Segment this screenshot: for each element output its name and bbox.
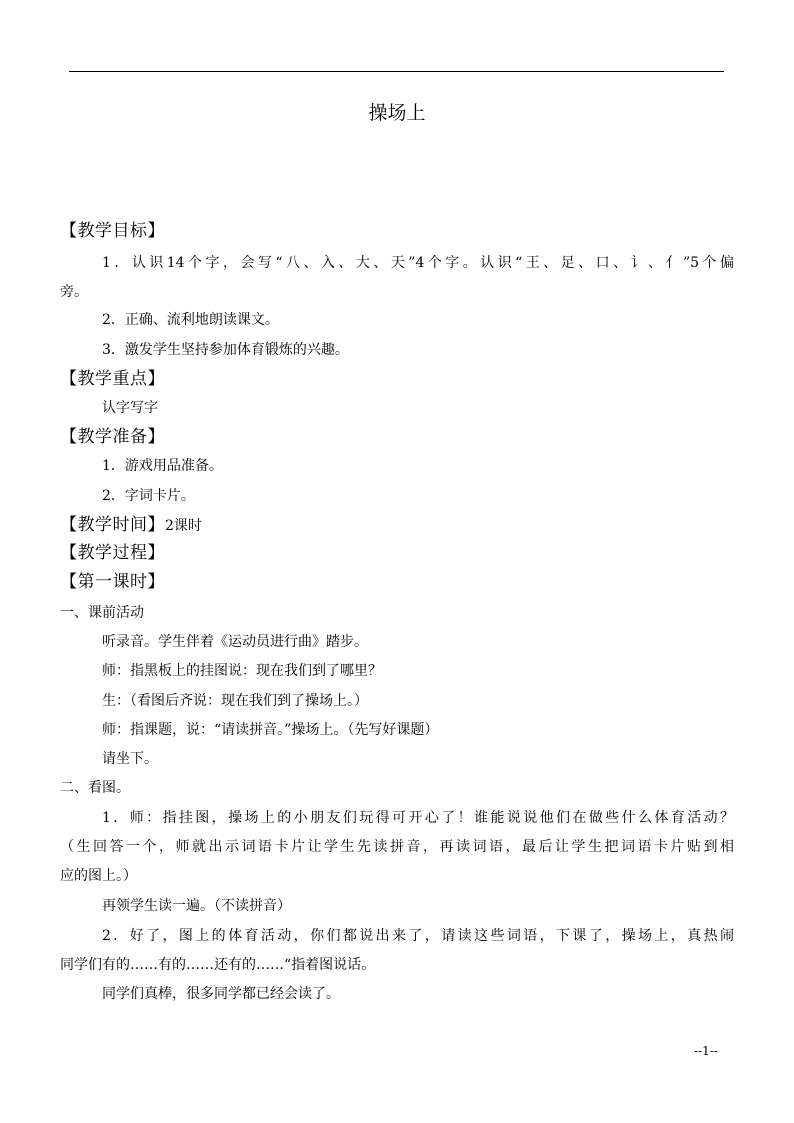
part2-line-5: 2．好了，图上的体育活动，你们都说出来了，请读这些词语，下课了，操场上，真热闹 <box>102 928 734 944</box>
header-rule <box>69 71 724 72</box>
page-number: --1-- <box>694 1044 718 1058</box>
part2-line-6: 同学们有的……有的……还有的……“指着图说话。 <box>60 957 376 973</box>
goal-line-3: 3．激发学生坚持参加体育锻炼的兴趣。 <box>102 342 349 358</box>
part1-line-3: 生：（看图后齐说：现在我们到了操场上。） <box>102 693 368 709</box>
heading-first-lesson: 【第一课时】 <box>60 572 165 592</box>
part2-line-4: 再领学生读一遍。（不读拼音） <box>102 898 291 914</box>
part1-line-1: 听录音。学生伴着《运动员进行曲》踏步。 <box>102 634 368 650</box>
heading-teaching-prep: 【教学准备】 <box>60 427 165 447</box>
part2-heading: 二、看图。 <box>60 780 130 796</box>
part2-line-7: 同学们真棒，很多同学都已经会读了。 <box>102 986 340 1002</box>
prep-line-2: 2．字词卡片。 <box>102 488 195 504</box>
teaching-time-value: 2课时 <box>165 518 202 534</box>
heading-teaching-time <box>60 513 734 538</box>
prep-line-1: 1．游戏用品准备。 <box>102 458 223 474</box>
goal-line-1-cont: 旁。 <box>60 284 88 300</box>
teaching-time-label: 【教学时间】 <box>60 515 165 535</box>
part1-line-4: 师：指课题，说：“请读拼音。”操场上。（先写好课题） <box>102 722 439 738</box>
goal-line-2: 2．正确、流利地朗读课文。 <box>102 312 279 328</box>
part2-line-3: 应的图上。） <box>60 868 137 884</box>
part1-line-2: 师：指黑板上的挂图说：现在我们到了哪里？ <box>102 663 382 679</box>
part2-line-1: 1．师：指挂图，操场上的小朋友们玩得可开心了！谁能说说他们在做些什么体育活动？ <box>102 810 734 826</box>
heading-teaching-focus: 【教学重点】 <box>60 369 165 389</box>
heading-teaching-goals: 【教学目标】 <box>60 221 165 241</box>
part1-heading: 一、课前活动 <box>60 605 144 621</box>
part2-line-2: （生回答一个，师就出示词语卡片让学生先读拼音，再读词语，最后让学生把词语卡片贴到相 <box>60 839 734 855</box>
heading-teaching-process: 【教学过程】 <box>60 543 165 563</box>
goal-line-1: 1．认识14个字，会写“八、入、大、天”4个字。认识“王、足、口、讠、亻”5个偏 <box>102 255 734 271</box>
focus-text: 认字写字 <box>102 400 158 416</box>
part1-line-5: 请坐下。 <box>102 751 158 767</box>
page-title: 操场上 <box>368 102 426 124</box>
